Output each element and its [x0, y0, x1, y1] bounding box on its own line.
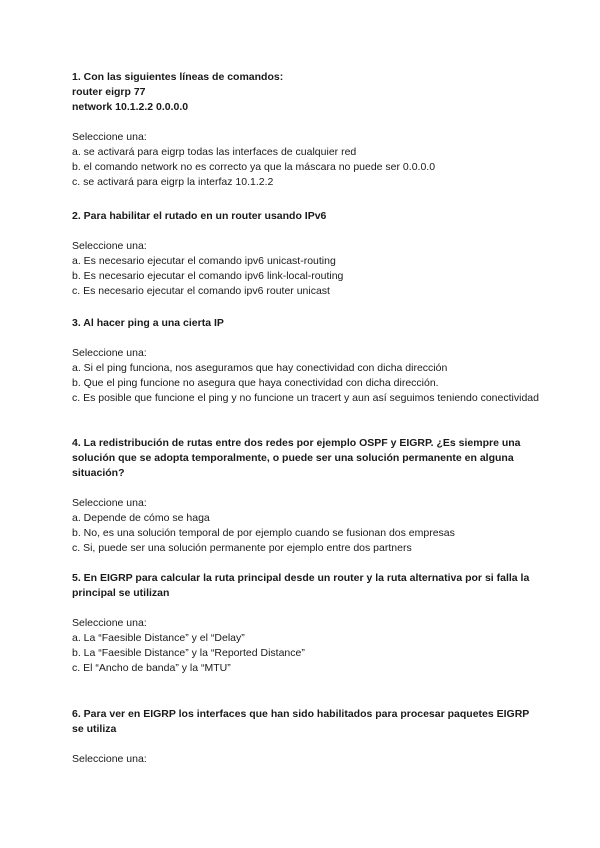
option-a: a. Es necesario ejecutar el comando ipv6 unicast-routing — [72, 255, 336, 267]
option-c: c. Es posible que funcione el ping y no funcione un tracert y aun así seguimos teniendo conectividad — [72, 392, 539, 404]
question-title: 4. La redistribución de rutas entre dos redes por ejemplo OSPF y EIGRP. ¿Es siempre una solución que se adopta temporalmente, o puede ser una solución permanente en alguna situación? — [72, 437, 521, 479]
question-3 — [72, 316, 542, 406]
option-c: c. Si, puede ser una solución permanente por ejemplo entre dos partners — [72, 542, 412, 554]
option-b: b. Que el ping funcione no asegura que haya conectividad con dicha dirección. — [72, 377, 439, 389]
option-b: b. Es necesario ejecutar el comando ipv6 link-local-routing — [72, 270, 344, 282]
option-a: a. se activará para eigrp todas las interfaces de cualquier red — [72, 146, 357, 158]
select-prompt: Seleccione una: — [72, 131, 147, 143]
question-2 — [72, 209, 542, 299]
option-b: b. el comando network no es correcto ya que la máscara no puede ser 0.0.0.0 — [72, 161, 436, 173]
question-title: 5. En EIGRP para calcular la ruta principal desde un router y la ruta alternativa por si falla la principal se utilizan — [72, 572, 530, 599]
question-1 — [72, 70, 542, 190]
select-prompt: Seleccione una: — [72, 617, 147, 629]
option-c: c. se activará para eigrp la interfaz 10.1.2.2 — [72, 176, 274, 188]
question-6 — [72, 707, 542, 767]
option-a: a. La “Faesible Distance” y el “Delay” — [72, 632, 245, 644]
question-title: 6. Para ver en EIGRP los interfaces que han sido habilitados para procesar paquetes EIGRP se utiliza — [72, 708, 530, 735]
question-title: 1. Con las siguientes líneas de comandos: — [72, 71, 284, 83]
command-line: network 10.1.2.2 0.0.0.0 — [72, 101, 189, 113]
select-prompt: Seleccione una: — [72, 753, 147, 765]
question-title: 3. Al hacer ping a una cierta IP — [72, 317, 224, 329]
question-5 — [72, 571, 542, 676]
command-line: router eigrp 77 — [72, 86, 146, 98]
option-a: a. Si el ping funciona, nos aseguramos que hay conectividad con dicha dirección — [72, 362, 448, 374]
option-c: c. Es necesario ejecutar el comando ipv6 router unicast — [72, 285, 330, 297]
question-4 — [72, 436, 542, 556]
option-c: c. El “Ancho de banda” y la “MTU” — [72, 662, 231, 674]
select-prompt: Seleccione una: — [72, 497, 147, 509]
option-b: b. No, es una solución temporal de por ejemplo cuando se fusionan dos empresas — [72, 527, 455, 539]
select-prompt: Seleccione una: — [72, 240, 147, 252]
option-b: b. La “Faesible Distance” y la “Reported Distance” — [72, 647, 305, 659]
select-prompt: Seleccione una: — [72, 347, 147, 359]
question-title: 2. Para habilitar el rutado en un router usando IPv6 — [72, 210, 327, 222]
option-a: a. Depende de cómo se haga — [72, 512, 210, 524]
